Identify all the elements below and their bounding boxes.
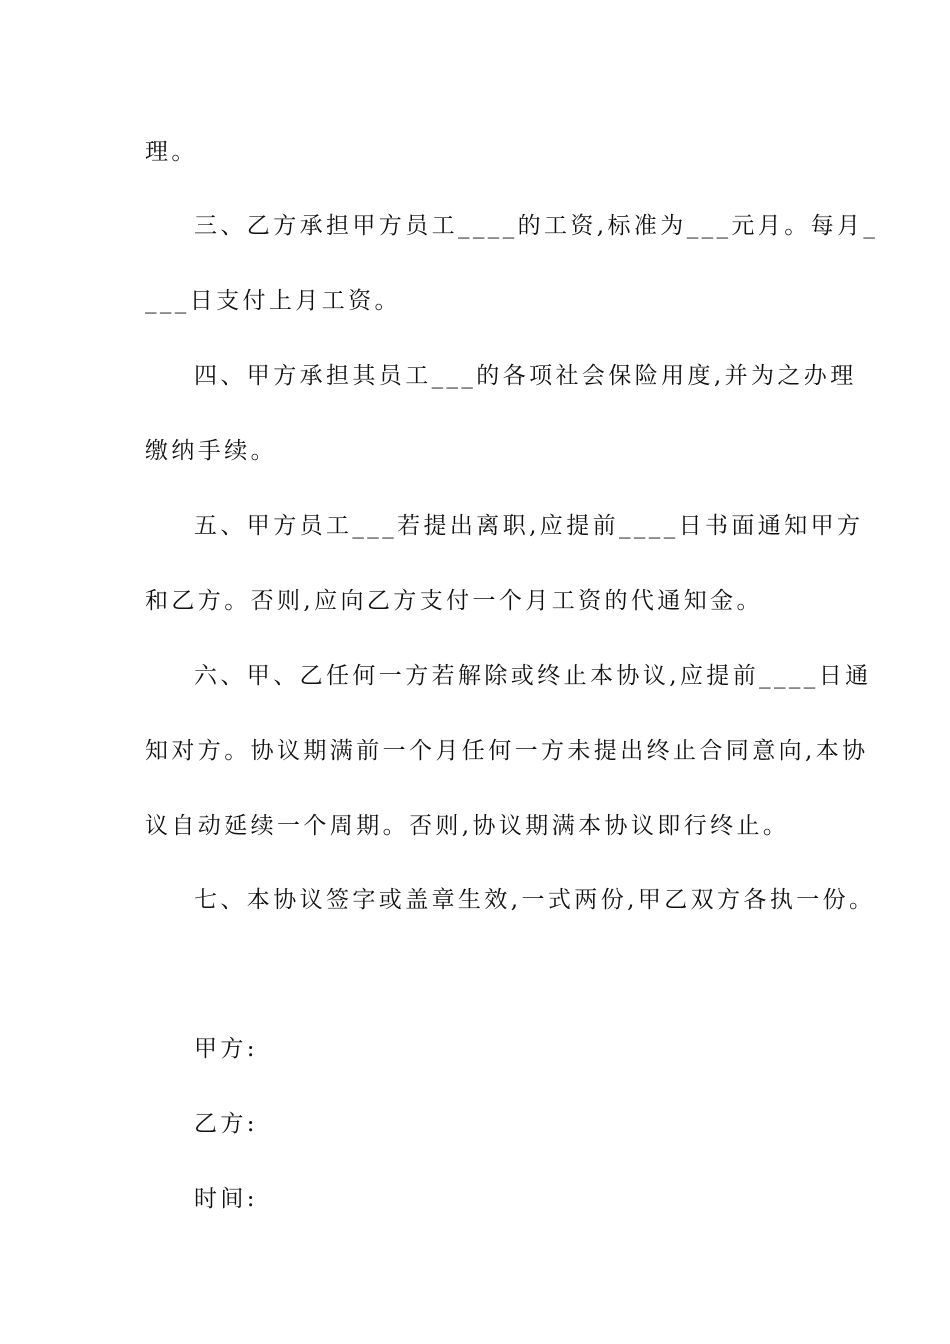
clause-four-line-2: 缴纳手续。	[145, 438, 277, 464]
clause-three-line-2: ___日支付上月工资。	[145, 288, 401, 314]
clause-five-line-2: 和乙方。否则,应向乙方支付一个月工资的代通知金。	[145, 588, 763, 614]
clause-seven-line: 七、本协议签字或盖章生效,一式两份,甲乙双方各执一份。	[194, 887, 876, 913]
party-b-label: 乙方:	[194, 1111, 258, 1137]
clause-six-line-1: 六、甲、乙任何一方若解除或终止本协议,应提前____日通	[194, 663, 872, 689]
clause-five-line-1: 五、甲方员工___若提出离职,应提前____日书面通知甲方	[194, 513, 864, 539]
clause-six-line-3: 议自动延续一个周期。否则,协议期满本协议即行终止。	[145, 813, 790, 839]
clause-three-line-1: 三、乙方承担甲方员工____的工资,标准为___元月。每月_	[194, 213, 879, 239]
text-line: 理。	[145, 139, 198, 165]
time-label: 时间:	[194, 1186, 258, 1212]
clause-four-line-1: 四、甲方承担其员工___的各项社会保险用度,并为之办理	[194, 363, 857, 389]
clause-six-line-2: 知对方。协议期满前一个月任何一方未提出终止合同意向,本协	[145, 738, 869, 764]
party-a-label: 甲方:	[194, 1036, 258, 1062]
